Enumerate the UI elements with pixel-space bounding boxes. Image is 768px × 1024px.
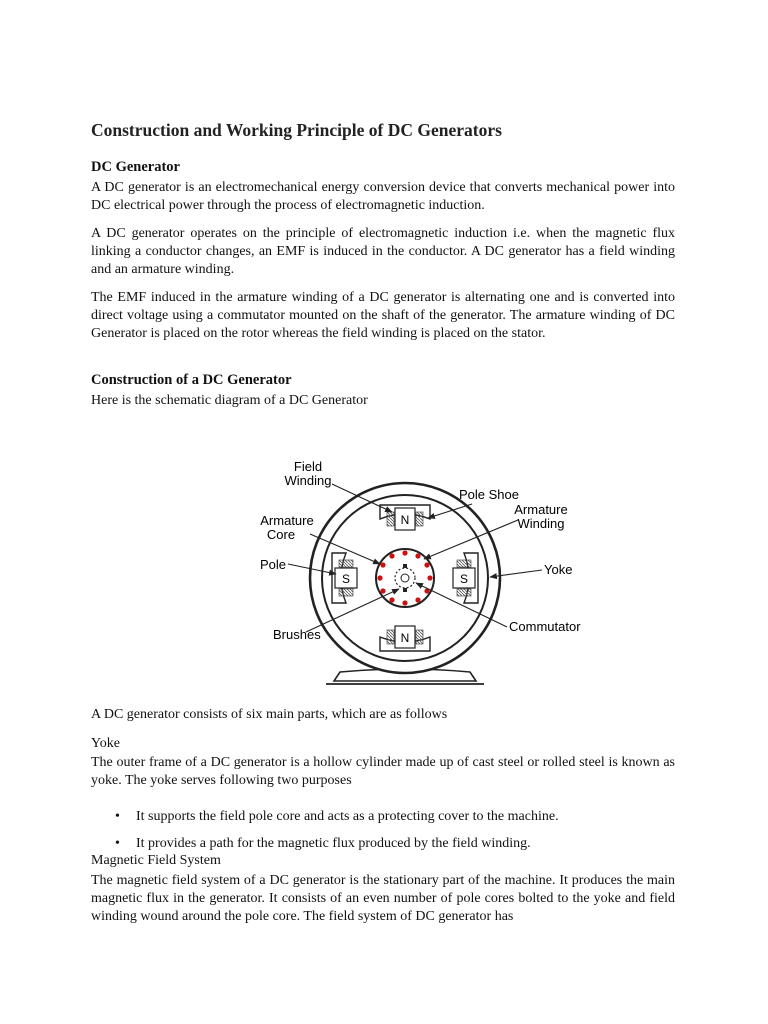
label-armature-winding-2: Winding: [517, 516, 565, 531]
label-armature-winding-1: Armature: [514, 502, 568, 517]
pole-bottom: [380, 626, 430, 651]
dc-generator-diagram: [240, 452, 600, 697]
pole-right: [453, 553, 478, 603]
label-winding-field: Winding: [284, 473, 332, 488]
label-pole: Pole: [260, 557, 287, 572]
label-pole-shoe: Pole Shoe: [459, 487, 519, 502]
page-title: Construction and Working Principle of DC Generators: [91, 120, 502, 140]
bullet-text: It supports the field pole core and acts as a protecting cover to the machine.: [136, 809, 559, 824]
brush-top: [403, 564, 407, 568]
dc-generator-para-2: A DC generator operates on the principle of electromagnetic induction i.e. when the magnetic flux linking a conductor changes, an EMF is induced in the conductor. A DC generator has a field winding and an armature winding.: [91, 226, 675, 278]
label-commutator: Commutator: [509, 619, 581, 634]
label-armature-core-1: Armature: [260, 513, 314, 528]
pole-left: [332, 553, 357, 603]
label-armature-core-2: Core: [266, 527, 296, 542]
field-system-para: The magnetic field system of a DC generator is the stationary part of the machine. It produces the main magnetic flux in the generator. It consists of an even number of pole cores bolted to the yoke and field winding wound around the pole core. The field system of DC generator has: [91, 873, 675, 925]
field-system-heading: Magnetic Field System: [91, 853, 221, 868]
parts-intro: A DC generator consists of six main parts, which are as follows: [91, 707, 448, 722]
construction-intro: Here is the schematic diagram of a DC Generator: [91, 393, 368, 408]
bullet-text: It provides a path for the magnetic flux produced by the field winding.: [136, 836, 531, 851]
pole-letter-left: S: [341, 572, 351, 586]
pole-letter-right: S: [459, 572, 469, 586]
dc-generator-heading: DC Generator: [91, 159, 180, 175]
pole-letter-top: N: [400, 513, 410, 527]
pole-top: [380, 505, 430, 530]
label-yoke: Yoke: [544, 562, 573, 577]
label-field: Field: [293, 459, 323, 474]
bullet-dot: •: [115, 836, 120, 851]
yoke-para: The outer frame of a DC generator is a hollow cylinder made up of cast steel or rolled steel is known as yoke. The yoke serves following two purposes: [91, 755, 675, 789]
dc-generator-para-1: A DC generator is an electromechanical energy conversion device that converts mechanical power into DC electrical power through the process of electromagnetic induction.: [91, 180, 675, 214]
pole-letter-bottom: N: [400, 631, 410, 645]
label-brushes: Brushes: [273, 627, 321, 642]
bullet-dot: •: [115, 809, 120, 824]
construction-heading: Construction of a DC Generator: [91, 372, 292, 388]
brush-bottom: [403, 588, 407, 592]
yoke-heading: Yoke: [91, 736, 120, 751]
dc-generator-para-3: The EMF induced in the armature winding of a DC generator is alternating one and is converted into direct voltage using a commutator mounted on the shaft of the generator. The armature winding of DC Generator is placed on the rotor whereas the field winding is placed on the stator.: [91, 290, 675, 342]
yoke-bullet-list: [91, 808, 675, 858]
